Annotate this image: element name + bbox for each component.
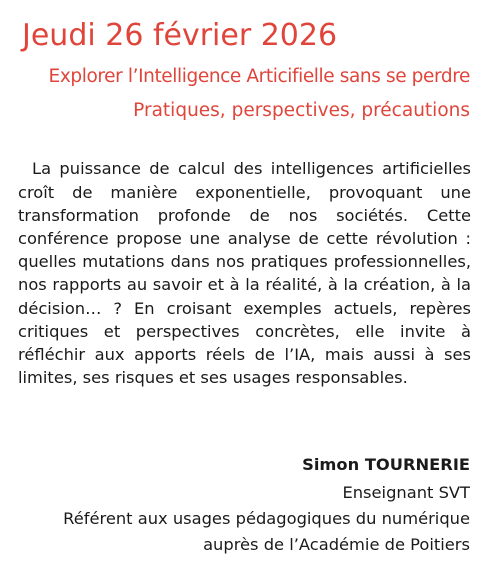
event-title: Explorer l’Intelligence Articifielle sans se perdre: [48, 66, 470, 87]
speaker-reference-line-2: auprès de l’Académie de Poitiers: [203, 535, 470, 554]
event-description: La puissance de calcul des intelligences artificielles croît de manière exponentielle, provoquant une transformation profonde de nos sociétés. Cette conférence propose une analyse de cette révolution : quelles mutations dans nos pratiques professionnelles, nos rapports au savoir et à la réalité, à la création, à la décision… ? En croisant exemples actuels, repères critiques et perspectives concrètes, elle invite à réfléchir aux apports réels de l’IA, mais aussi à ses limites, ses risques et ses usages responsables.: [18, 159, 471, 388]
speaker-reference-line-1: Référent aux usages pédagogiques du numérique: [63, 509, 470, 528]
event-subtitle: Pratiques, perspectives, précautions: [133, 100, 470, 121]
event-date: Jeudi 26 février 2026: [22, 18, 338, 53]
speaker-name: Simon TOURNERIE: [302, 455, 470, 474]
speaker-role: Enseignant SVT: [342, 483, 470, 502]
